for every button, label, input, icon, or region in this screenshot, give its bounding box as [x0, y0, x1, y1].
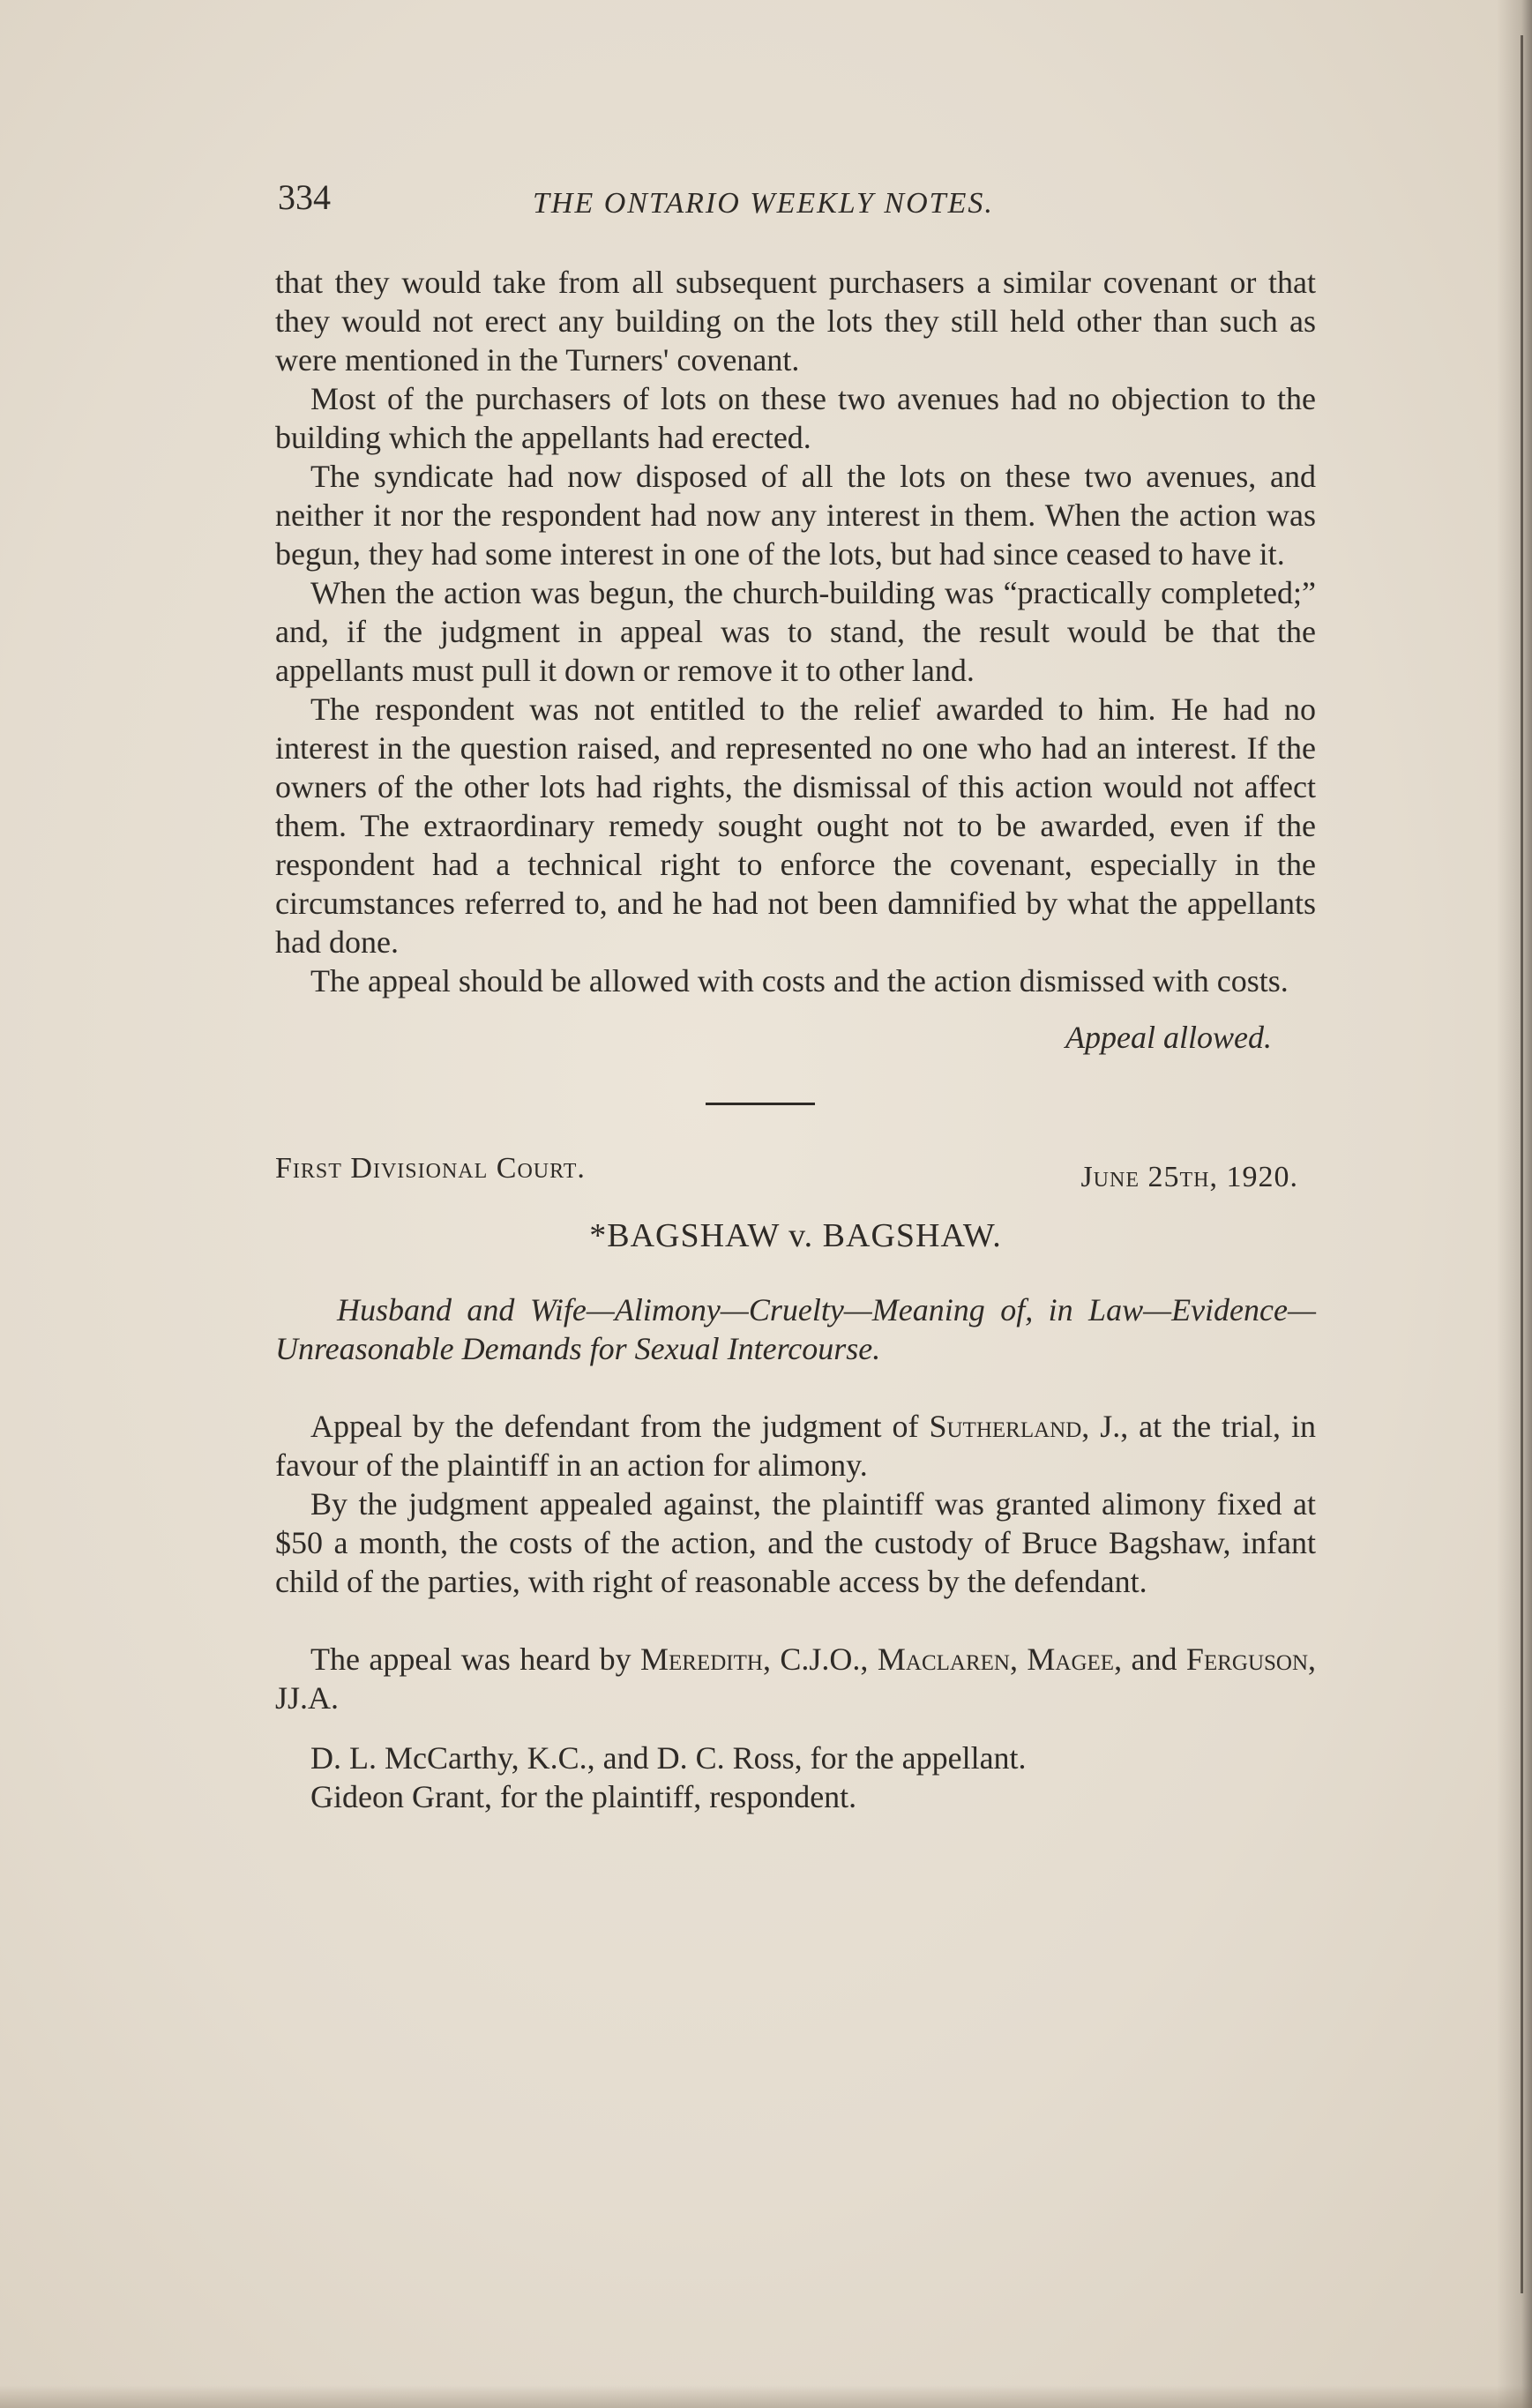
page-number: 334 — [278, 177, 331, 217]
headnote-text: Husband and Wife—Alimony—Cruelty—Meaning of, in Law—Evidence—Unreasonable Demands for Sexual Intercourse. — [275, 1292, 1316, 1366]
paragraph: The syndicate had now disposed of all the lots on these two avenues, and neither it nor the respondent had now any interest in them. When the action was begun, they had some interest in one of the lots, but had since ceased to have it. — [275, 459, 1316, 572]
paragraph: that they would take from all subsequent purchasers a similar covenant or that they would not erect any building on the lots they still held other than such as were mentioned in the Turners' covenant. — [275, 265, 1316, 378]
court-line — [275, 1149, 1316, 1202]
appeal-text-start: Appeal by the defendant from the judgment of — [310, 1409, 930, 1444]
paragraph: Most of the purchasers of lots on these two avenues had no objection to the building which the appellants had erected. — [275, 381, 1316, 455]
heard-text: , — [1009, 1641, 1028, 1677]
paragraph: The appeal should be allowed with costs and the action dismissed with costs. — [310, 963, 1289, 998]
journal-title: THE ONTARIO WEEKLY NOTES. — [533, 187, 994, 220]
heard-text: , and — [1114, 1641, 1186, 1677]
heard-paragraph — [275, 1640, 1316, 1717]
verdict: Appeal allowed. — [1065, 1020, 1272, 1055]
appeal-text-end: , J., at the trial, in favour of the plaintiff in an action for alimony. — [275, 1409, 1316, 1483]
judge-name: Meredith — [640, 1641, 763, 1677]
counsel-line: D. L. McCarthy, K.C., and D. C. Ross, for the appellant. — [310, 1740, 1027, 1776]
judge-name: Magee — [1027, 1641, 1115, 1677]
judge-name: Sutherland — [929, 1409, 1082, 1444]
case-title: *BAGSHAW v. BAGSHAW. — [589, 1217, 1002, 1254]
appeal-paragraph — [275, 1407, 1316, 1484]
heard-text-start: The appeal was heard by — [310, 1641, 641, 1677]
body-text — [275, 263, 1316, 1816]
heard-text-end: , JJ.A. — [275, 1641, 1317, 1716]
judge-name: Maclaren — [877, 1641, 1010, 1677]
page-spine-line — [1521, 35, 1523, 2293]
judge-name: Ferguson — [1185, 1641, 1309, 1677]
page-spine-shadow — [1497, 0, 1532, 2408]
section-divider — [706, 1103, 815, 1105]
heard-text: , C.J.O., — [762, 1641, 878, 1677]
running-head — [275, 176, 1334, 226]
page-bottom-edge — [0, 2385, 1532, 2408]
paragraph: When the action was begun, the church-building was “practically completed;” and, if the judgment in appeal was to stand, the result would be that the appellants must pull it down or remove it to other land. — [275, 575, 1316, 688]
counsel-line: Gideon Grant, for the plaintiff, respondent. — [310, 1779, 857, 1814]
decision-date: June 25th, 1920. — [1080, 1161, 1298, 1193]
judgment-paragraph: By the judgment appealed against, the plaintiff was granted alimony fixed at $50 a month, the costs of the action, and the custody of Bruce Bagshaw, infant child of the parties, with right of reasonable access by the defendant. — [275, 1486, 1316, 1599]
headnote — [275, 1290, 1316, 1368]
court-name: First Divisional Court. — [275, 1152, 586, 1185]
paragraph: The respondent was not entitled to the relief awarded to him. He had no interest in the question raised, and represented no one who had an interest. If the owners of the other lots had rights, the dismissal of this action would not affect them. The extraordinary remedy sought ought not to be awarded, even if the respondent had a technical right to enforce the covenant, especially in the circumstances referred to, and he had not been damnified by what the appellants had done. — [275, 692, 1316, 960]
